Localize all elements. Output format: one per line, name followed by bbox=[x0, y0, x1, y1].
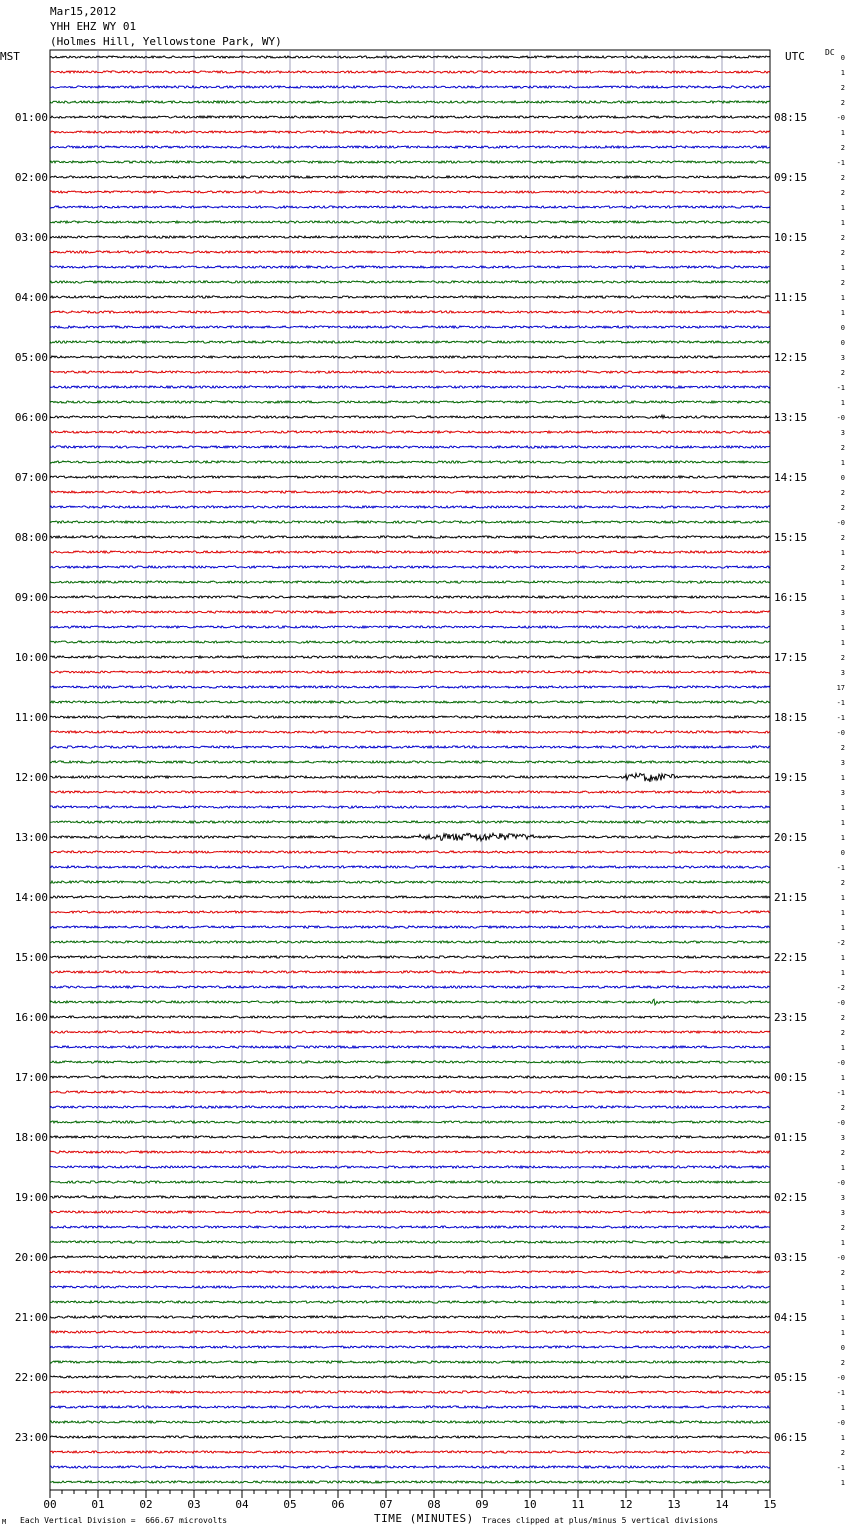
hour-label-left: 17:00 bbox=[14, 1071, 48, 1084]
dc-offset-label: 3 bbox=[840, 609, 845, 617]
hour-label-right: 11:15 bbox=[774, 291, 808, 304]
x-tick-label: 10 bbox=[523, 1498, 537, 1511]
x-tick-label: 06 bbox=[331, 1498, 345, 1511]
seismic-trace bbox=[50, 1241, 770, 1243]
seismic-trace bbox=[50, 386, 770, 388]
dc-offset-label: -0 bbox=[836, 1419, 845, 1427]
seismic-trace bbox=[50, 641, 770, 643]
dc-offset-label: 0 bbox=[840, 339, 845, 347]
hour-label-right: 15:15 bbox=[774, 531, 808, 544]
seismic-trace bbox=[50, 131, 770, 133]
dc-offset-label: 3 bbox=[840, 1134, 845, 1142]
seismic-trace bbox=[50, 851, 770, 853]
x-axis-title: TIME (MINUTES) bbox=[374, 1512, 474, 1525]
dc-offset-label: 2 bbox=[840, 174, 845, 182]
seismic-trace bbox=[50, 1226, 770, 1228]
seismic-trace bbox=[50, 371, 770, 373]
hour-label-right: 13:15 bbox=[774, 411, 808, 424]
dc-offset-label: 1 bbox=[840, 774, 845, 782]
x-tick-label: 00 bbox=[43, 1498, 57, 1511]
hour-label-right: 16:15 bbox=[774, 591, 808, 604]
dc-offset-label: 3 bbox=[840, 354, 845, 362]
seismic-trace bbox=[50, 686, 770, 688]
hour-label-right: 09:15 bbox=[774, 171, 808, 184]
seismic-trace bbox=[50, 1301, 770, 1303]
seismic-trace bbox=[50, 833, 770, 841]
hour-label-right: 02:15 bbox=[774, 1191, 808, 1204]
hour-label-left: 07:00 bbox=[14, 471, 48, 484]
dc-offset-label: 0 bbox=[840, 1344, 845, 1352]
dc-offset-label: 3 bbox=[840, 429, 845, 437]
seismic-trace bbox=[50, 431, 770, 433]
dc-offset-label: 1 bbox=[840, 1074, 845, 1082]
seismic-trace bbox=[50, 821, 770, 823]
seismic-trace bbox=[50, 446, 770, 448]
hour-label-left: 14:00 bbox=[14, 891, 48, 904]
seismic-trace bbox=[50, 911, 770, 913]
dc-offset-label: -0 bbox=[836, 1059, 845, 1067]
dc-offset-label: -0 bbox=[836, 999, 845, 1007]
seismic-trace bbox=[50, 251, 770, 253]
dc-offset-label: 2 bbox=[840, 1359, 845, 1367]
hour-label-left: 15:00 bbox=[14, 951, 48, 964]
dc-offset-label: 1 bbox=[840, 1434, 845, 1442]
dc-offset-label: 2 bbox=[840, 234, 845, 242]
seismic-trace bbox=[50, 476, 770, 478]
seismic-trace bbox=[50, 1016, 770, 1018]
corner-mark: M bbox=[2, 1518, 7, 1526]
x-tick-label: 15 bbox=[763, 1498, 777, 1511]
seismic-trace bbox=[50, 926, 770, 928]
dc-offset-label: 1 bbox=[840, 1164, 845, 1172]
dc-offset-label: 3 bbox=[840, 1194, 845, 1202]
x-tick-label: 09 bbox=[475, 1498, 489, 1511]
seismic-trace bbox=[50, 401, 770, 403]
seismic-trace bbox=[50, 671, 770, 673]
dc-offset-label: 2 bbox=[840, 1149, 845, 1157]
seismic-trace bbox=[50, 1436, 770, 1438]
hour-label-right: 06:15 bbox=[774, 1431, 808, 1444]
hour-label-left: 16:00 bbox=[14, 1011, 48, 1024]
dc-offset-label: 1 bbox=[840, 1404, 845, 1412]
dc-offset-label: 1 bbox=[840, 399, 845, 407]
dc-offset-label: 1 bbox=[840, 819, 845, 827]
dc-offset-label: -0 bbox=[836, 1179, 845, 1187]
seismic-trace bbox=[50, 1271, 770, 1273]
dc-offset-label: -0 bbox=[836, 414, 845, 422]
seismic-trace bbox=[50, 1466, 770, 1468]
hour-label-right: 17:15 bbox=[774, 651, 808, 664]
dc-offset-label: 2 bbox=[840, 1014, 845, 1022]
dc-offset-label: 3 bbox=[840, 789, 845, 797]
dc-offset-label: 1 bbox=[840, 894, 845, 902]
seismic-trace bbox=[50, 521, 770, 523]
seismic-trace bbox=[50, 311, 770, 313]
dc-offset-label: 0 bbox=[840, 474, 845, 482]
hour-label-right: 05:15 bbox=[774, 1371, 808, 1384]
dc-offset-label: 2 bbox=[840, 1449, 845, 1457]
seismic-trace bbox=[50, 536, 770, 538]
seismic-trace bbox=[50, 791, 770, 793]
hour-label-left: 21:00 bbox=[14, 1311, 48, 1324]
dc-offset-label: 2 bbox=[840, 879, 845, 887]
dc-offset-label: 1 bbox=[840, 69, 845, 77]
seismic-trace bbox=[50, 116, 770, 118]
dc-offset-label: 1 bbox=[840, 294, 845, 302]
seismic-trace bbox=[50, 266, 770, 268]
x-tick-label: 01 bbox=[91, 1498, 105, 1511]
x-tick-label: 08 bbox=[427, 1498, 441, 1511]
seismic-trace bbox=[50, 1031, 770, 1033]
hour-label-left: 11:00 bbox=[14, 711, 48, 724]
seismic-trace bbox=[50, 1391, 770, 1393]
hour-label-left: 13:00 bbox=[14, 831, 48, 844]
dc-offset-label: 2 bbox=[840, 489, 845, 497]
dc-offset-label: 0 bbox=[840, 849, 845, 857]
header-station: YHH EHZ WY 01 bbox=[50, 20, 137, 33]
seismic-trace bbox=[50, 1361, 770, 1363]
right-timezone-label: UTC bbox=[785, 50, 805, 63]
dc-offset-label: 3 bbox=[840, 669, 845, 677]
seismic-trace bbox=[50, 1211, 770, 1213]
dc-offset-label: 1 bbox=[840, 924, 845, 932]
dc-offset-label: 2 bbox=[840, 444, 845, 452]
dc-offset-label: 2 bbox=[840, 1029, 845, 1037]
x-tick-label: 14 bbox=[715, 1498, 729, 1511]
hour-label-right: 10:15 bbox=[774, 231, 808, 244]
dc-offset-label: 1 bbox=[840, 1329, 845, 1337]
dc-offset-label: 1 bbox=[840, 549, 845, 557]
seismic-trace bbox=[50, 971, 770, 973]
clip-note: Traces clipped at plus/minus 5 vertical divisions bbox=[482, 1516, 719, 1525]
seismic-trace bbox=[50, 1196, 770, 1198]
seismic-trace bbox=[50, 566, 770, 568]
hour-label-left: 18:00 bbox=[14, 1131, 48, 1144]
dc-offset-label: -0 bbox=[836, 114, 845, 122]
dc-offset-label: -0 bbox=[836, 1374, 845, 1382]
dc-offset-label: 1 bbox=[840, 954, 845, 962]
x-tick-label: 13 bbox=[667, 1498, 681, 1511]
dc-offset-label: -1 bbox=[836, 1089, 845, 1097]
seismic-trace bbox=[50, 956, 770, 958]
dc-offset-label: 1 bbox=[840, 804, 845, 812]
x-tick-label: 03 bbox=[187, 1498, 201, 1511]
seismic-trace bbox=[50, 701, 770, 703]
header-location: (Holmes Hill, Yellowstone Park, WY) bbox=[50, 35, 282, 48]
dc-offset-label: 1 bbox=[840, 219, 845, 227]
dc-offset-label: -1 bbox=[836, 864, 845, 872]
seismic-trace bbox=[50, 101, 770, 103]
seismic-trace bbox=[50, 506, 770, 508]
seismic-trace bbox=[50, 761, 770, 763]
hour-label-left: 22:00 bbox=[14, 1371, 48, 1384]
dc-offset-label: 1 bbox=[840, 309, 845, 317]
seismic-trace bbox=[50, 236, 770, 238]
dc-offset-label: -1 bbox=[836, 714, 845, 722]
seismic-trace bbox=[50, 1136, 770, 1138]
dc-offset-label: 3 bbox=[840, 759, 845, 767]
hour-label-right: 23:15 bbox=[774, 1011, 808, 1024]
dc-offset-label: -1 bbox=[836, 1389, 845, 1397]
seismic-trace bbox=[50, 1256, 770, 1258]
dc-offset-label: 2 bbox=[840, 654, 845, 662]
seismic-trace bbox=[50, 356, 770, 358]
seismic-trace bbox=[50, 1076, 770, 1078]
dc-offset-label: 1 bbox=[840, 129, 845, 137]
seismic-trace bbox=[50, 1181, 770, 1183]
x-tick-label: 02 bbox=[139, 1498, 153, 1511]
seismic-trace bbox=[50, 999, 770, 1005]
dc-offset-label: 1 bbox=[840, 969, 845, 977]
hour-label-left: 12:00 bbox=[14, 771, 48, 784]
hour-label-right: 12:15 bbox=[774, 351, 808, 364]
hour-label-right: 14:15 bbox=[774, 471, 808, 484]
dc-offset-label: 1 bbox=[840, 1284, 845, 1292]
seismic-trace bbox=[50, 986, 770, 988]
dc-offset-label: 17 bbox=[836, 684, 845, 692]
dc-offset-label: 3 bbox=[840, 1209, 845, 1217]
dc-offset-label: 1 bbox=[840, 264, 845, 272]
seismic-trace bbox=[50, 1481, 770, 1483]
dc-offset-label: 2 bbox=[840, 84, 845, 92]
dc-offset-label: 1 bbox=[840, 459, 845, 467]
dc-offset-label: 2 bbox=[840, 1224, 845, 1232]
seismic-trace bbox=[50, 1286, 770, 1288]
dc-offset-label: 1 bbox=[840, 1479, 845, 1487]
dc-column-label: DC bbox=[825, 48, 835, 57]
seismic-trace bbox=[50, 161, 770, 163]
seismic-trace bbox=[50, 806, 770, 808]
dc-offset-label: 2 bbox=[840, 1269, 845, 1277]
dc-offset-label: 2 bbox=[840, 99, 845, 107]
dc-offset-label: 2 bbox=[840, 504, 845, 512]
seismic-trace bbox=[50, 71, 770, 73]
seismic-trace bbox=[50, 1121, 770, 1123]
seismic-trace bbox=[50, 415, 770, 418]
dc-offset-label: 1 bbox=[840, 639, 845, 647]
seismic-trace bbox=[50, 626, 770, 628]
dc-offset-label: 1 bbox=[840, 1239, 845, 1247]
hour-label-right: 19:15 bbox=[774, 771, 808, 784]
seismic-trace bbox=[50, 1346, 770, 1348]
hour-label-left: 01:00 bbox=[14, 111, 48, 124]
seismic-trace bbox=[50, 86, 770, 88]
hour-label-right: 22:15 bbox=[774, 951, 808, 964]
x-tick-label: 05 bbox=[283, 1498, 297, 1511]
dc-offset-label: -0 bbox=[836, 1254, 845, 1262]
hour-label-left: 08:00 bbox=[14, 531, 48, 544]
dc-offset-label: 2 bbox=[840, 144, 845, 152]
dc-offset-label: 2 bbox=[840, 369, 845, 377]
seismic-trace bbox=[50, 1061, 770, 1063]
seismic-trace bbox=[50, 206, 770, 208]
hour-label-right: 01:15 bbox=[774, 1131, 808, 1144]
seismic-trace bbox=[50, 716, 770, 718]
hour-label-right: 03:15 bbox=[774, 1251, 808, 1264]
seismic-trace bbox=[50, 1451, 770, 1453]
seismic-trace bbox=[50, 881, 770, 883]
seismic-trace bbox=[50, 1376, 770, 1378]
seismic-trace bbox=[50, 56, 770, 58]
seismic-trace bbox=[50, 1106, 770, 1108]
seismic-trace bbox=[50, 1151, 770, 1153]
seismic-trace bbox=[50, 1166, 770, 1168]
dc-offset-label: 1 bbox=[840, 624, 845, 632]
plot-frame bbox=[50, 50, 770, 1490]
dc-offset-label: 2 bbox=[840, 564, 845, 572]
seismic-trace bbox=[50, 581, 770, 583]
dc-offset-label: 1 bbox=[840, 834, 845, 842]
hour-label-left: 20:00 bbox=[14, 1251, 48, 1264]
seismic-trace bbox=[50, 746, 770, 748]
dc-offset-label: 2 bbox=[840, 279, 845, 287]
x-tick-label: 04 bbox=[235, 1498, 249, 1511]
hour-label-left: 06:00 bbox=[14, 411, 48, 424]
seismic-trace bbox=[50, 221, 770, 223]
header-date: Mar15,2012 bbox=[50, 5, 117, 18]
scale-note: Each Vertical Division = 666.67 microvolts bbox=[20, 1516, 228, 1525]
dc-offset-label: 1 bbox=[840, 1044, 845, 1052]
seismic-trace bbox=[50, 1091, 770, 1093]
dc-offset-label: -2 bbox=[836, 984, 845, 992]
dc-offset-label: -2 bbox=[836, 939, 845, 947]
seismic-trace bbox=[50, 941, 770, 943]
seismic-trace bbox=[50, 896, 770, 898]
hour-label-left: 05:00 bbox=[14, 351, 48, 364]
hour-label-left: 09:00 bbox=[14, 591, 48, 604]
hour-label-right: 00:15 bbox=[774, 1071, 808, 1084]
seismic-trace bbox=[50, 1046, 770, 1048]
hour-label-right: 08:15 bbox=[774, 111, 808, 124]
dc-offset-label: 2 bbox=[840, 1104, 845, 1112]
hour-label-left: 23:00 bbox=[14, 1431, 48, 1444]
dc-offset-label: 2 bbox=[840, 534, 845, 542]
hour-label-right: 04:15 bbox=[774, 1311, 808, 1324]
dc-offset-label: 2 bbox=[840, 189, 845, 197]
dc-offset-label: 2 bbox=[840, 744, 845, 752]
dc-offset-label: -1 bbox=[836, 159, 845, 167]
dc-offset-label: -0 bbox=[836, 729, 845, 737]
seismic-trace bbox=[50, 551, 770, 553]
hour-label-left: 04:00 bbox=[14, 291, 48, 304]
seismic-trace bbox=[50, 461, 770, 463]
seismic-trace bbox=[50, 611, 770, 613]
seismic-trace bbox=[50, 341, 770, 343]
seismic-trace bbox=[50, 1331, 770, 1333]
dc-offset-label: -1 bbox=[836, 1464, 845, 1472]
dc-offset-label: 1 bbox=[840, 204, 845, 212]
seismic-trace bbox=[50, 1316, 770, 1318]
dc-offset-label: -1 bbox=[836, 384, 845, 392]
x-tick-label: 12 bbox=[619, 1498, 633, 1511]
x-tick-label: 07 bbox=[379, 1498, 393, 1511]
seismic-trace bbox=[50, 866, 770, 868]
dc-offset-label: 1 bbox=[840, 1314, 845, 1322]
dc-offset-label: 1 bbox=[840, 1299, 845, 1307]
dc-offset-label: -0 bbox=[836, 519, 845, 527]
hour-label-left: 19:00 bbox=[14, 1191, 48, 1204]
seismic-trace bbox=[50, 1406, 770, 1408]
hour-label-right: 20:15 bbox=[774, 831, 808, 844]
seismic-trace bbox=[50, 491, 770, 493]
dc-offset-label: -0 bbox=[836, 1119, 845, 1127]
seismic-trace bbox=[50, 773, 770, 782]
hour-label-right: 21:15 bbox=[774, 891, 808, 904]
hour-label-left: 03:00 bbox=[14, 231, 48, 244]
dc-offset-label: 1 bbox=[840, 579, 845, 587]
dc-offset-label: 1 bbox=[840, 909, 845, 917]
seismic-trace bbox=[50, 656, 770, 658]
dc-offset-label: 1 bbox=[840, 594, 845, 602]
seismic-trace bbox=[50, 296, 770, 298]
dc-offset-label: 0 bbox=[840, 324, 845, 332]
seismic-trace bbox=[50, 281, 770, 283]
seismic-trace bbox=[50, 191, 770, 193]
seismic-trace bbox=[50, 176, 770, 178]
left-timezone-label: MST bbox=[0, 50, 20, 63]
seismic-trace bbox=[50, 146, 770, 148]
seismic-trace bbox=[50, 326, 770, 328]
hour-label-right: 18:15 bbox=[774, 711, 808, 724]
dc-offset-label: 2 bbox=[840, 249, 845, 257]
seismic-trace bbox=[50, 1421, 770, 1423]
dc-offset-label: 0 bbox=[840, 54, 845, 62]
x-tick-label: 11 bbox=[571, 1498, 585, 1511]
seismic-trace bbox=[50, 731, 770, 733]
dc-offset-label: -1 bbox=[836, 699, 845, 707]
seismic-trace bbox=[50, 596, 770, 598]
hour-label-left: 10:00 bbox=[14, 651, 48, 664]
hour-label-left: 02:00 bbox=[14, 171, 48, 184]
